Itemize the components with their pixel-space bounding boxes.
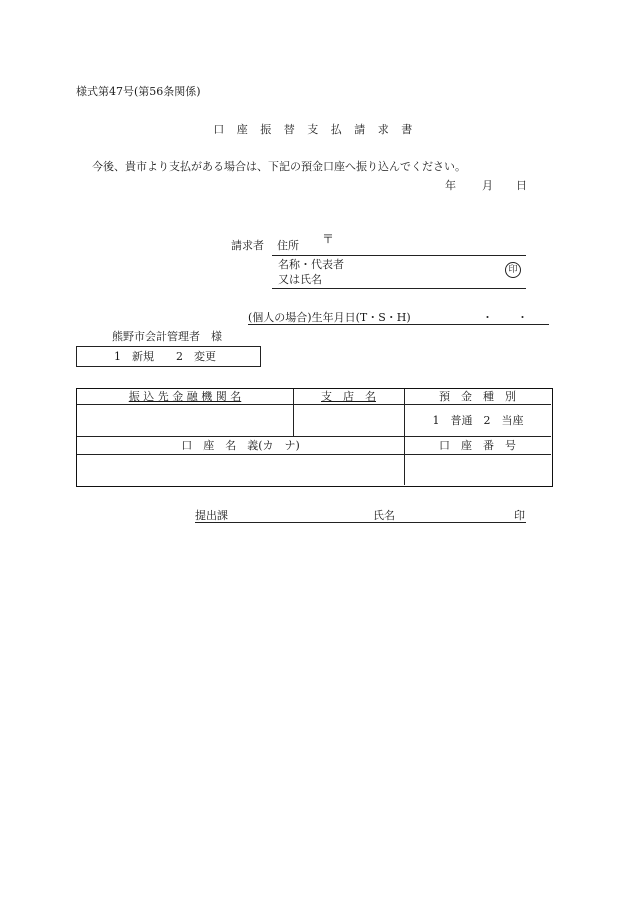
name-label-person: 又は氏名 — [278, 273, 322, 286]
address-field-line — [272, 255, 526, 256]
postal-mark-icon: 〒 — [322, 232, 335, 246]
birthdate-separator: ・ — [517, 311, 528, 324]
branch-header: 支 店 名 — [321, 390, 376, 403]
account-number-header: 口 座 番 号 — [439, 439, 516, 452]
seal-icon: 印 — [505, 262, 521, 278]
addressee: 熊野市会計管理者 様 — [112, 330, 222, 343]
submitter-seal-label: 印 — [514, 509, 525, 522]
department-label: 提出課 — [195, 509, 228, 522]
account-name-header-cell — [77, 437, 404, 454]
deposit-type-header-cell — [404, 389, 551, 404]
address-label: 住所 — [277, 239, 299, 252]
submitter-name-label: 氏名 — [373, 509, 395, 522]
account-name-header: 口 座 名 義(カ ナ) — [181, 439, 300, 452]
bank-name-header: 振 込 先 金 融 機 関 名 — [128, 390, 242, 403]
branch-field — [294, 405, 404, 436]
deposit-type-field — [405, 405, 551, 436]
application-type-options: 1 新規 2 変更 — [114, 350, 216, 363]
date-day-label: 日 — [516, 179, 527, 192]
intro-text: 今後、貴市より支払がある場合は、下記の預金口座へ振り込んでください。 — [92, 160, 466, 173]
bank-name-field — [77, 405, 293, 436]
page-title: 口 座 振 替 支 払 請 求 書 — [213, 123, 417, 136]
birthdate-separator: ・ — [482, 311, 493, 324]
form-number: 様式第47号(第56条関係) — [76, 85, 201, 98]
submitter-field-line — [195, 522, 526, 523]
claimant-label: 請求者 — [231, 239, 264, 252]
account-number-field — [405, 455, 551, 485]
deposit-type-options: 1 普通 2 当座 — [432, 414, 524, 427]
account-name-field — [77, 455, 404, 485]
bank-name-header-cell — [77, 389, 293, 404]
account-number-header-cell — [404, 437, 551, 454]
date-year-label: 年 — [445, 179, 456, 192]
application-type-box — [76, 346, 261, 367]
birthdate-label: (個人の場合)生年月日(T・S・H) — [248, 311, 411, 324]
birthdate-field-line — [248, 324, 549, 325]
branch-header-cell — [293, 389, 404, 404]
deposit-type-header: 預 金 種 別 — [439, 390, 516, 403]
bank-account-table — [76, 388, 553, 487]
date-month-label: 月 — [482, 179, 493, 192]
name-label-representative: 名称・代表者 — [278, 258, 344, 271]
name-field-line — [272, 288, 526, 289]
